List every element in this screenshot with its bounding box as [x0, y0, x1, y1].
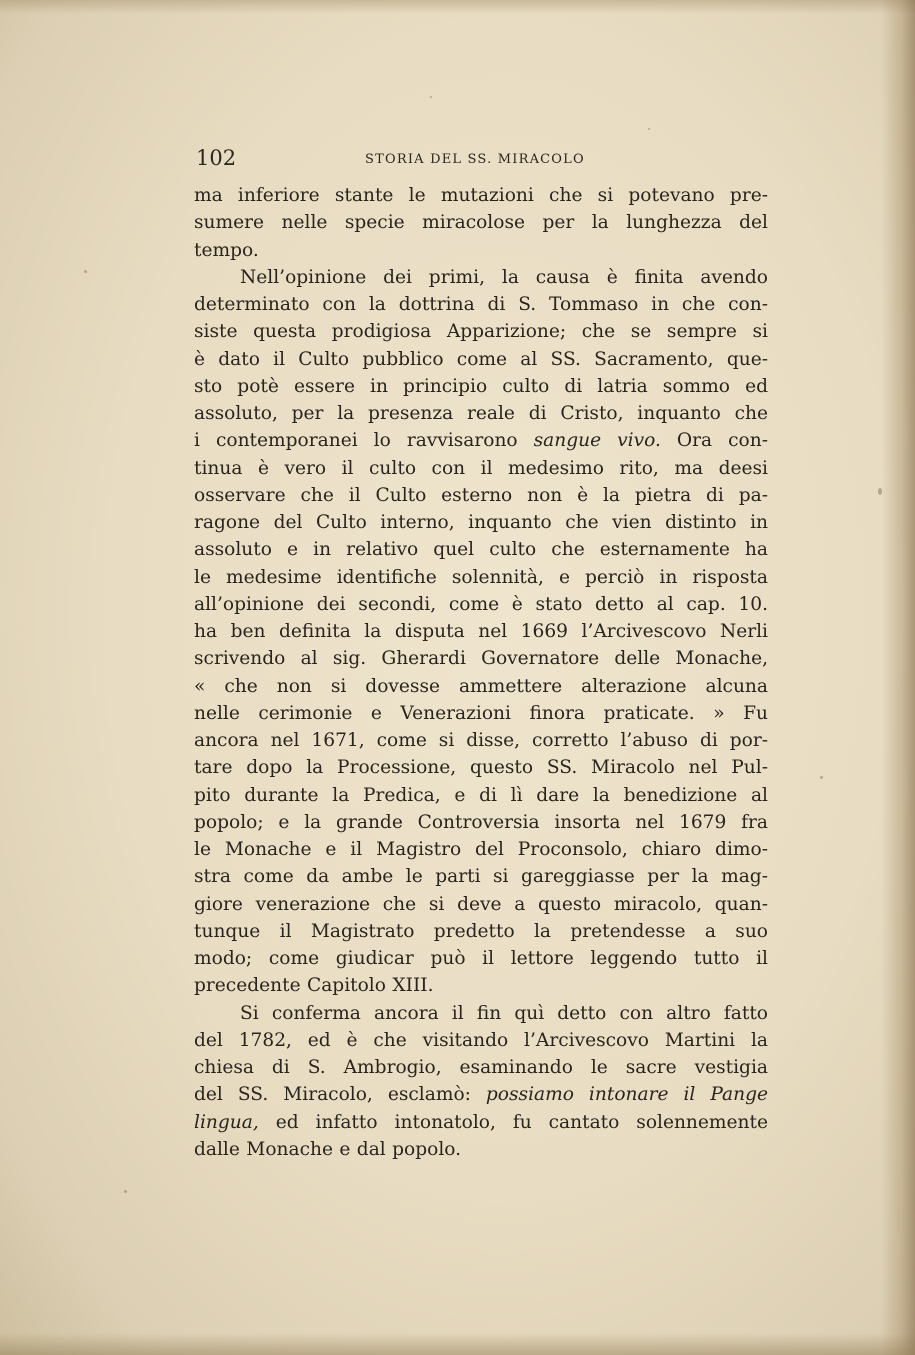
text-run: ed infatto intonatolo, fu cantato solennemente — [258, 1111, 768, 1133]
paper-speck — [878, 488, 882, 495]
page-number: 102 — [196, 146, 237, 170]
text-line: tempo. — [194, 239, 259, 261]
text-run: Ora con- — [660, 430, 768, 452]
text-line: scrivendo al sig. Gherardi Governatore delle Monache, — [194, 648, 768, 670]
text-line: le medesime identifiche solennità, e perciò in risposta — [194, 566, 768, 588]
text-line: siste questa prodigiosa Apparizione; che se sempre si — [194, 321, 768, 343]
text-line: osservare che il Culto esterno non è la pietra di pa- — [194, 484, 768, 506]
paper-speck — [430, 96, 432, 98]
page-right-edge — [881, 0, 915, 1355]
italic-run: lingua, — [194, 1111, 259, 1133]
text-line: ha ben definita la disputa nel 1669 l’Arcivescovo Nerli — [194, 621, 768, 642]
text-line: assoluto e in relativo quel culto che esternamente ha — [194, 539, 768, 561]
text-line: precedente Capitolo XIII. — [194, 975, 434, 997]
text-line: popolo; e la grande Controversia insorta nel 1679 fra — [194, 811, 768, 833]
text-line: dalle Monache e dal popolo. — [194, 1138, 462, 1160]
text-line: tunque il Magistrato predetto la pretendesse a suo — [194, 920, 768, 942]
text-run: del SS. Miracolo, esclamò: — [194, 1084, 486, 1106]
text-line: tinua è vero il culto con il medesimo rito, ma deesi — [194, 457, 768, 479]
text-line: ma inferiore stante le mutazioni che si potevano pre- — [194, 185, 768, 206]
text-line: ragone del Culto interno, inquanto che vien distinto in — [194, 512, 768, 533]
text-line: le Monache e il Magistro del Proconsolo, chiaro dimo- — [194, 839, 768, 860]
page-bottom-edge — [0, 1333, 915, 1355]
paper-speck — [820, 776, 823, 779]
text-line: sto potè essere in principio culto di latria sommo ed — [194, 375, 768, 397]
text-line — [194, 1081, 768, 1108]
text-line: sumere nelle specie miracolose per la lunghezza del — [194, 212, 768, 234]
text-line: ancora nel 1671, come si disse, corretto l’abuso di por- — [194, 730, 768, 751]
text-line: Nell’opinione dei primi, la causa è finita avendo — [240, 266, 768, 288]
text-line: all’opinione dei secondi, come è stato detto al cap. 10. — [194, 593, 768, 615]
text-line: chiesa di S. Ambrogio, esaminando le sacre vestigia — [194, 1057, 768, 1078]
text-line — [194, 1109, 768, 1136]
text-line: nelle cerimonie e Venerazioni finora praticate. » Fu — [194, 702, 768, 724]
italic-run: sangue vivo. — [533, 430, 661, 452]
text-line: è dato il Culto pubblico come al SS. Sacramento, que- — [194, 348, 768, 370]
text-line — [194, 427, 768, 454]
text-line: tare dopo la Processione, questo SS. Miracolo nel Pul- — [194, 757, 768, 779]
text-line: pito durante la Predica, e di lì dare la benedizione al — [194, 784, 768, 806]
paper-speck — [648, 128, 650, 130]
text-line: Si conferma ancora il fin quì detto con altro fatto — [240, 1002, 768, 1024]
text-line: assoluto, per la presenza reale di Cristo, inquanto che — [194, 403, 768, 424]
text-line: « che non si dovesse ammettere alterazione alcuna — [194, 675, 768, 697]
body-text — [194, 182, 768, 1163]
text-line: giore venerazione che si deve a questo miracolo, quan- — [194, 893, 768, 915]
text-line: determinato con la dottrina di S. Tommaso in che con- — [194, 294, 768, 315]
text-line: stra come da ambe le parti si gareggiasse per la mag- — [194, 866, 768, 888]
text-line: del 1782, ed è che visitando l’Arcivescovo Martini la — [194, 1029, 768, 1051]
paper-speck — [124, 1190, 127, 1193]
italic-run: possiamo intonare il Pange — [485, 1084, 768, 1106]
running-head: STORIA DEL SS. MIRACOLO — [365, 152, 585, 167]
page-top-edge — [0, 0, 915, 14]
text-line: modo; come giudicar può il lettore leggendo tutto il — [194, 948, 768, 969]
page-header — [196, 146, 768, 174]
text-run: i contemporanei lo ravvisarono — [194, 430, 534, 452]
paper-speck — [84, 270, 87, 273]
